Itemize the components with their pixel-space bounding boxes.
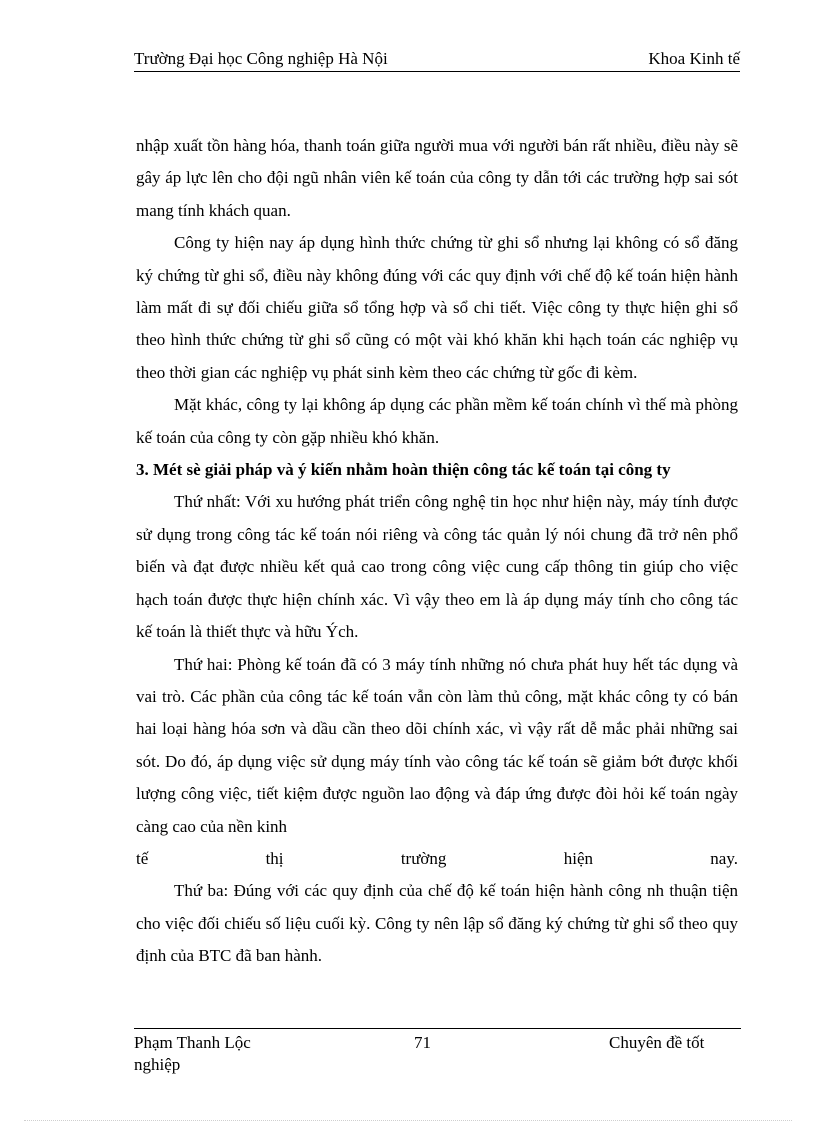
page-number: 71 <box>414 1033 431 1052</box>
page-edge-divider <box>24 1120 792 1121</box>
paragraph-continuation: nhập xuất tồn hàng hóa, thanh toán giữa người mua với người bán rất nhiều, điều này sẽ gây áp lực lên cho đội ngũ nhân viên kế toán của công ty dẫn tới các trường hợp sai sót mang tính khách quan. <box>136 136 738 220</box>
page-footer <box>134 1028 741 1076</box>
paragraph-third-solution: Thứ ba: Đúng với các quy định của chế độ kế toán hiện hành công nh thuận tiện cho việc đối chiếu số liệu cuối kỳ. Công ty nên lập sổ đăng ký chứng từ ghi sổ theo quy định của BTC đã ban hành. <box>136 881 738 966</box>
page-header <box>134 48 740 72</box>
paragraph-first-solution: Thứ nhất: Với xu hướng phát triển công nghệ tin học như hiện này, máy tính được sử dụng trong công tác kế toán nói riêng và công tác quản lý nói chung đã trở nên phổ biến và đạt được nhiều kết quả cao trong công việc cung cấp thông tin giúp cho việc hạch toán được thực hiện chính xác. Vì vậy theo em là áp dụng máy tính cho công tác kế toán là thiết thực và hữu Ých. <box>136 492 738 642</box>
paragraph-second-solution: Thứ hai: Phòng kế toán đã có 3 máy tính những nó chưa phát huy hết tác dụng và vai trò. Các phần của công tác kế toán vẫn còn làm thủ công, mặt khác công ty có bán hai loại hàng hóa sơn và dầu cần theo dõi chính xác, vì vậy rất dễ mắc phải những sai sót. Do đó, áp dụng việc sử dụng máy tính vào công tác kế toán sẽ giảm bớt được khối lượng công việc, tiết kiệm được nguồn lao động và đáp ứng được đòi hỏi kế toán ngày càng cao của nền kinh <box>136 654 738 836</box>
footer-author: Phạm Thanh Lộc <box>134 1033 251 1052</box>
paragraph-software: Mặt khác, công ty lại không áp dụng các phần mềm kế toán chính vì thế mà phòng kế toán của công ty còn gặp nhiều khó khăn. <box>136 395 738 447</box>
document-body <box>136 130 738 973</box>
header-school-name: Trường Đại học Công nghiệp Hà Nội <box>134 49 388 68</box>
paragraph-second-solution-end: tế thị trường hiện nay. <box>136 848 738 868</box>
section-heading: 3. Mét sè giải pháp và ý kiến nhằm hoàn thiện công tác kế toán tại công ty <box>136 460 671 480</box>
paragraph-accounting-books: Công ty hiện nay áp dụng hình thức chứng từ ghi sổ nhưng lại không có sổ đăng ký chứng từ ghi sổ, điều này không đúng với các quy định với chế độ kế toán hiện hành làm mất đi sự đối chiếu giữa sổ tổng hợp và sổ chi tiết. Việc công ty thực hiện ghi sổ theo hình thức chứng từ ghi sổ cũng có một vài khó khăn khi hạch toán các nghiệp vụ theo thời gian các nghiệp vụ phát sinh kèm theo các chứng từ gốc đi kèm. <box>136 233 738 382</box>
footer-report-title: Chuyên đề tốt <box>609 1033 705 1052</box>
header-faculty-name: Khoa Kinh tế <box>648 49 740 68</box>
footer-report-title-continued: nghiệp <box>134 1055 181 1074</box>
